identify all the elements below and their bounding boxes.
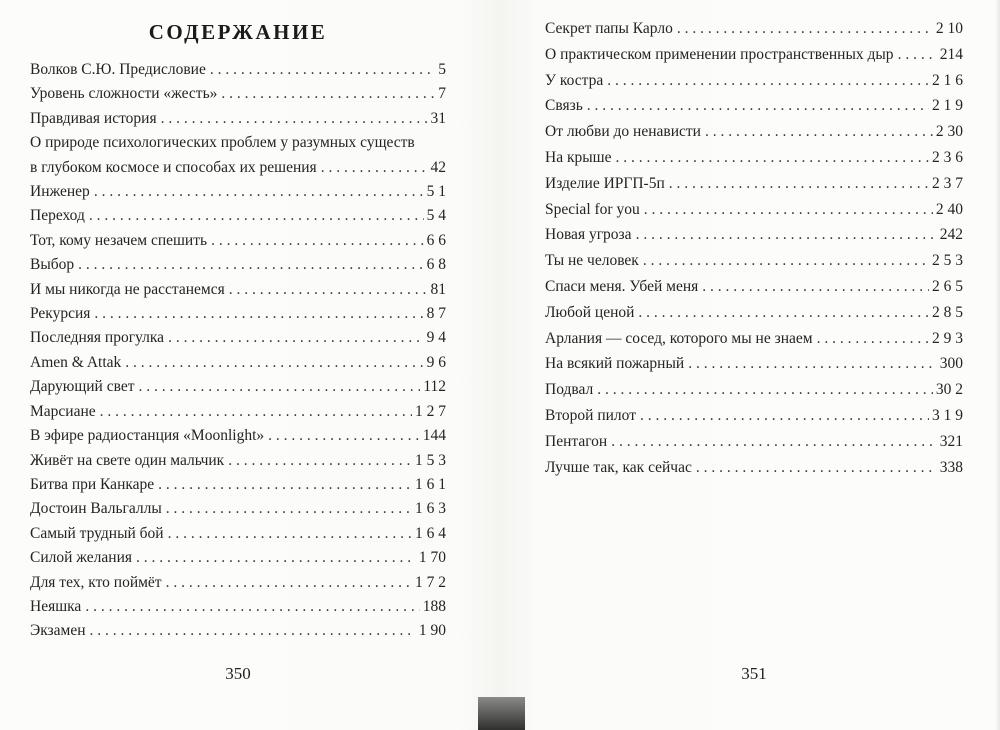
toc-dot-leader	[898, 42, 937, 68]
toc-entry	[30, 400, 446, 424]
toc-list-right	[545, 0, 963, 480]
toc-entry	[545, 222, 963, 248]
toc-dot-leader	[669, 171, 929, 197]
toc-entry	[545, 377, 963, 403]
toc-entry	[545, 326, 963, 352]
toc-dot-leader	[268, 424, 420, 448]
toc-dot-leader	[94, 302, 423, 326]
toc-entry-page: 5 4	[426, 207, 446, 225]
toc-entry	[545, 429, 963, 455]
toc-entry-page: 112	[423, 378, 446, 396]
toc-entry-page: 1 5 3	[415, 451, 446, 469]
toc-dot-leader	[78, 253, 423, 277]
toc-dot-leader	[210, 58, 435, 82]
toc-dot-leader	[100, 400, 412, 424]
toc-entry-page: 31	[430, 109, 446, 127]
toc-dot-leader	[90, 619, 416, 643]
toc-entry-page: 2 3 6	[932, 148, 963, 166]
toc-entry-page: 2 5 3	[932, 252, 963, 270]
toc-dot-leader	[638, 300, 929, 326]
toc-entry-page: 1 7 2	[415, 573, 446, 591]
toc-entry-title: Новая угроза	[545, 226, 632, 244]
page-left	[30, 0, 446, 730]
toc-entry-title: И мы никогда не расстанемся	[30, 280, 225, 298]
toc-entry-page: 214	[939, 45, 963, 63]
toc-entry	[545, 351, 963, 377]
toc-entry	[30, 229, 446, 253]
toc-dot-leader	[158, 473, 412, 497]
toc-entry	[30, 619, 446, 643]
toc-dot-leader	[643, 248, 929, 274]
toc-entry-title: На всякий пожарный	[545, 355, 685, 373]
toc-entry	[30, 204, 446, 228]
toc-entry	[545, 16, 963, 42]
toc-entry-page: 30 2	[935, 381, 963, 399]
toc-entry-title: Секрет папы Карло	[545, 20, 673, 37]
toc-entry-page: 1 6 4	[415, 524, 446, 542]
toc-entry-title: Рекурсия	[30, 305, 91, 323]
toc-entry-page: 5 1	[426, 183, 446, 201]
toc-entry-title: Марсиане	[30, 402, 96, 420]
toc-entry-title: Подвал	[545, 381, 594, 399]
toc-entry-title: Тот, кому незачем спешить	[30, 231, 208, 249]
toc-entry	[30, 449, 446, 473]
toc-entry-title: Живёт на свете один мальчик	[30, 451, 225, 469]
toc-entry	[545, 171, 963, 197]
toc-entry	[545, 197, 963, 223]
toc-entry	[30, 522, 446, 546]
toc-dot-leader	[168, 522, 412, 546]
toc-entry-title: Инженер	[30, 183, 90, 201]
toc-dot-leader	[228, 449, 412, 473]
toc-entry	[30, 375, 446, 399]
toc-entry-title: Выбор	[30, 256, 75, 274]
toc-dot-leader	[229, 278, 428, 302]
toc-entry-page: 9 6	[426, 353, 446, 371]
toc-entry	[30, 351, 446, 375]
toc-entry	[545, 274, 963, 300]
toc-dot-leader	[597, 377, 933, 403]
toc-entry-title: Силой желания	[30, 549, 133, 567]
toc-entry	[30, 107, 446, 131]
toc-dot-leader	[587, 93, 929, 119]
toc-entry	[545, 455, 963, 481]
toc-entry-page: 9 4	[426, 329, 446, 347]
toc-entry-title: Изделие ИРГП-5п	[545, 174, 665, 192]
toc-entry	[30, 571, 446, 595]
toc-entry	[30, 546, 446, 570]
toc-entry	[545, 93, 963, 119]
toc-entry	[30, 58, 446, 82]
toc-entry	[545, 68, 963, 94]
toc-dot-leader	[125, 351, 423, 375]
toc-entry-title: Самый трудный бой	[30, 524, 164, 542]
toc-entry-title: Дарующий свет	[30, 378, 135, 396]
toc-entry-page: 300	[939, 355, 963, 373]
toc-entry-page: 321	[939, 432, 963, 450]
toc-entry-title: Битва при Канкаре	[30, 475, 155, 493]
toc-entry-page: 1 2 7	[415, 402, 446, 420]
toc-entry-title: О практическом применении пространственных дыр	[545, 45, 894, 63]
toc-entry	[545, 403, 963, 429]
toc-dot-leader	[85, 595, 419, 619]
toc-entry-title: Лучше так, как сейчас	[545, 458, 692, 476]
toc-dot-leader	[607, 68, 929, 94]
toc-dot-leader	[702, 274, 929, 300]
toc-list-left	[30, 45, 446, 644]
toc-entry-title: У костра	[545, 71, 604, 89]
toc-entry-page: 42	[430, 158, 446, 176]
toc-dot-leader	[139, 375, 421, 399]
toc-dot-leader	[817, 326, 929, 352]
toc-dot-leader	[94, 180, 424, 204]
toc-entry-page: 6 6	[426, 231, 446, 249]
toc-entry-page: 2 6 5	[932, 277, 963, 295]
toc-dot-leader	[615, 145, 929, 171]
toc-entry-page: 81	[430, 280, 446, 298]
toc-entry-title: Для тех, кто поймёт	[30, 573, 162, 591]
toc-entry-title: Второй пилот	[545, 406, 636, 424]
toc-dot-leader	[168, 326, 424, 350]
toc-entry-title: Ты не человек	[545, 252, 639, 270]
toc-entry	[545, 248, 963, 274]
toc-entry-title: Любой ценой	[545, 303, 635, 321]
toc-entry-title: Amen & Attak	[30, 353, 122, 371]
toc-entry	[30, 278, 446, 302]
toc-dot-leader	[677, 16, 933, 42]
toc-entry-page: 2 3 7	[932, 174, 963, 192]
toc-entry-title: От любви до ненависти	[545, 123, 701, 141]
toc-entry-title: На крыше	[545, 148, 612, 166]
toc-dot-leader	[705, 119, 933, 145]
toc-entry	[545, 145, 963, 171]
toc-dot-leader	[221, 82, 435, 106]
toc-entry-wrap-line: О природе психологических проблем у разумных существ	[30, 134, 415, 152]
toc-entry-page: 338	[939, 458, 963, 476]
toc-entry-page: 144	[422, 427, 446, 445]
toc-entry	[30, 424, 446, 448]
toc-entry-page: 1 6 3	[415, 500, 446, 518]
toc-dot-leader	[611, 429, 937, 455]
scan-edge-shading	[995, 0, 1000, 730]
contents-title: СОДЕРЖАНИЕ	[148, 20, 328, 44]
toc-entry-page: 2 1 9	[932, 97, 963, 115]
toc-entry-title: Волков С.Ю. Предисловие	[30, 61, 206, 78]
toc-entry-page: 2 10	[935, 20, 963, 37]
toc-entry-title: Арлания — сосед, которого мы не знаем	[545, 329, 813, 347]
toc-entry-title: Спаси меня. Убей меня	[545, 277, 699, 295]
toc-entry	[30, 131, 446, 180]
toc-entry-page: 8 7	[426, 305, 446, 323]
scan-gutter-shadow	[478, 697, 525, 730]
toc-entry-title: Экзамен	[30, 622, 86, 640]
toc-entry-title: Пентагон	[545, 432, 608, 450]
toc-dot-leader	[166, 497, 412, 521]
toc-entry	[545, 119, 963, 145]
toc-entry-title: Последняя прогулка	[30, 329, 165, 347]
toc-entry-page: 2 30	[935, 123, 963, 141]
toc-entry-page: 1 6 1	[415, 475, 446, 493]
toc-entry	[545, 300, 963, 326]
toc-entry-page: 5	[438, 61, 446, 78]
toc-entry-page: 7	[438, 85, 446, 103]
toc-entry-page: 242	[939, 226, 963, 244]
toc-entry	[30, 302, 446, 326]
toc-entry-page: 3 1 9	[932, 406, 963, 424]
toc-dot-leader	[640, 403, 929, 429]
toc-entry-page: 6 8	[426, 256, 446, 274]
toc-entry-page: 2 1 6	[932, 71, 963, 89]
page-number-right: 351	[741, 664, 767, 683]
toc-dot-leader	[644, 197, 933, 223]
toc-entry-title: Неяшка	[30, 597, 82, 615]
toc-dot-leader	[211, 229, 424, 253]
toc-entry-title: В эфире радиостанция «Moonlight»	[30, 427, 265, 445]
toc-dot-leader	[161, 107, 428, 131]
toc-entry-title: Переход	[30, 207, 85, 225]
toc-dot-leader	[136, 546, 416, 570]
toc-entry-page: 188	[422, 597, 446, 615]
toc-dot-leader	[321, 156, 428, 180]
toc-entry	[30, 253, 446, 277]
toc-entry-title: Связь	[545, 97, 583, 115]
toc-entry	[30, 497, 446, 521]
toc-entry-title: в глубоком космосе и способах их решения	[30, 158, 317, 176]
toc-entry-title: Уровень сложности «жесть»	[30, 85, 218, 103]
toc-entry-title: Достоин Вальгаллы	[30, 500, 162, 518]
toc-entry	[30, 82, 446, 106]
toc-entry-page: 2 9 3	[932, 329, 963, 347]
toc-entry-page: 1 90	[418, 622, 446, 640]
toc-dot-leader	[688, 351, 937, 377]
toc-entry	[30, 473, 446, 497]
page-right	[545, 0, 963, 730]
toc-entry-title: Правдивая история	[30, 109, 157, 127]
toc-entry	[30, 180, 446, 204]
toc-dot-leader	[89, 204, 424, 228]
toc-entry	[30, 595, 446, 619]
page-number-left: 350	[225, 664, 251, 683]
toc-dot-leader	[166, 571, 412, 595]
toc-dot-leader	[636, 222, 937, 248]
toc-entry-page: 2 40	[935, 200, 963, 218]
toc-entry-title: Special for you	[545, 200, 640, 218]
toc-dot-leader	[696, 455, 937, 481]
toc-entry-page: 1 70	[418, 549, 446, 567]
toc-entry	[545, 42, 963, 68]
toc-entry-page: 2 8 5	[932, 303, 963, 321]
toc-entry	[30, 326, 446, 350]
